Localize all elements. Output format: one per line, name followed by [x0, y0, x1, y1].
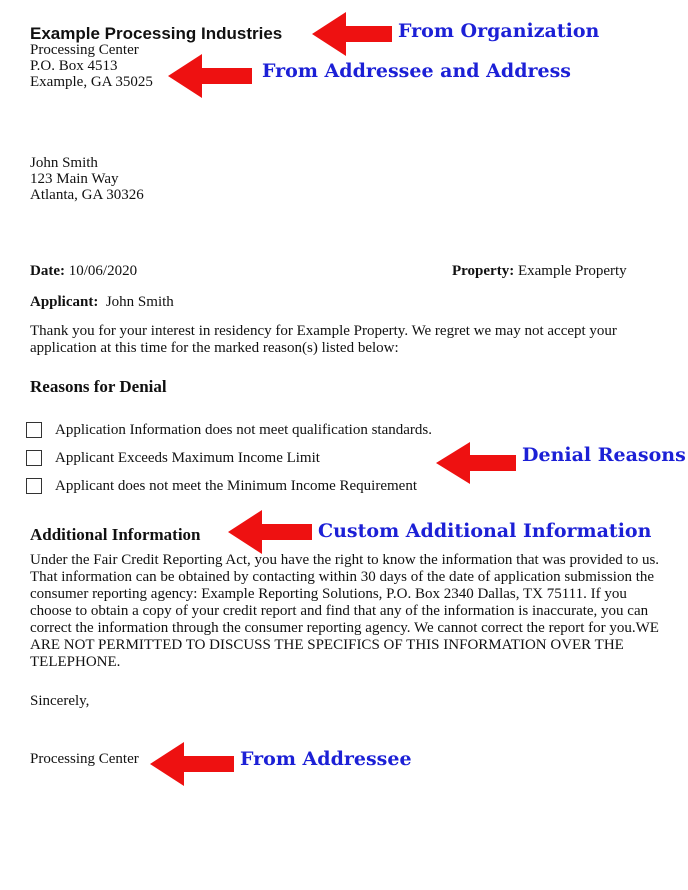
sender-address [30, 42, 153, 90]
recipient-address [30, 155, 144, 203]
date-row [30, 263, 137, 280]
property-value: Example Property [517, 263, 627, 279]
callout-denial-reasons: Denial Reasons [522, 444, 686, 466]
arrow-icon [168, 52, 252, 100]
callout-from-addressee-address: From Addressee and Address [262, 60, 571, 82]
arrow-icon [312, 10, 392, 58]
checkbox[interactable] [26, 450, 42, 466]
reason-label: Applicant does not meet the Minimum Income Requirement [55, 477, 417, 494]
recipient-line: John Smith [30, 155, 98, 171]
property-label: Property: [452, 263, 515, 279]
reason-item[interactable] [26, 447, 320, 469]
additional-paragraph: Under the Fair Credit Reporting Act, you have the right to know the information that was provided to us. That information can be obtained by contacting within 30 days of the date of application submission the consumer reporting agency: Example Reporting Solutions, P.O. Box 2340 Dallas, TX 75111. If you choose to obtain a copy of your credit report and find that any of the information is inaccurate, you can correct the information through the consumer reporting agency. We cannot correct the report for you.WE ARE NOT PERMITTED TO DISCUSS THE SPECIFICS OF THIS INFORMATION OVER THE TELEPHONE. [30, 552, 660, 670]
sender-line: Example, GA 35025 [30, 74, 153, 90]
reason-label: Application Information does not meet qualification standards. [55, 421, 432, 438]
additional-heading: Additional Information [30, 525, 201, 544]
applicant-row [30, 294, 174, 311]
callout-custom-additional: Custom Additional Information [318, 520, 652, 542]
applicant-value: John Smith [105, 294, 174, 310]
reasons-heading: Reasons for Denial [30, 377, 167, 396]
callout-from-addressee: From Addressee [240, 748, 412, 770]
closing-salutation: Sincerely, [30, 693, 90, 709]
signature: Processing Center [30, 751, 139, 767]
reason-item[interactable] [26, 419, 432, 441]
date-label: Date: [30, 263, 65, 279]
date-value: 10/06/2020 [68, 263, 138, 279]
arrow-icon [228, 508, 312, 556]
arrow-icon [436, 440, 516, 486]
applicant-label: Applicant: [30, 294, 99, 310]
intro-paragraph: Thank you for your interest in residency for Example Property. We regret we may not accept your application at this time for the marked reason(s) listed below: [30, 323, 617, 356]
callout-from-organization: From Organization [398, 20, 600, 42]
sender-line: P.O. Box 4513 [30, 58, 118, 74]
reason-label: Applicant Exceeds Maximum Income Limit [55, 449, 320, 466]
checkbox[interactable] [26, 478, 42, 494]
organization-name: Example Processing Industries [30, 24, 283, 43]
checkbox[interactable] [26, 422, 42, 438]
property-row [452, 263, 627, 280]
arrow-icon [150, 740, 234, 788]
sender-line: Processing Center [30, 42, 139, 58]
recipient-line: 123 Main Way [30, 171, 119, 187]
recipient-line: Atlanta, GA 30326 [30, 187, 144, 203]
reason-item[interactable] [26, 475, 417, 497]
